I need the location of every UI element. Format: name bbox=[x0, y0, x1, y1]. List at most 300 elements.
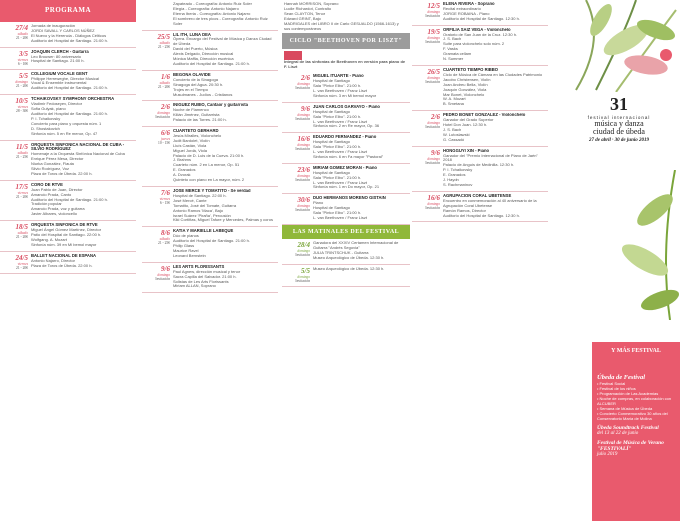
event-day: 27/4 bbox=[15, 24, 28, 32]
event-text bbox=[443, 2, 546, 22]
event-date bbox=[0, 50, 28, 66]
event-price: 21 - 25€ bbox=[158, 241, 170, 246]
event-line: Piano bbox=[313, 200, 324, 206]
ciclo-intro: Integral de las sinfonías de Beethoven en versión para piano de F. Liszt bbox=[282, 49, 410, 72]
event-line: Sala "Pintor Elbo". 21:00 h. bbox=[313, 210, 362, 216]
event-day: 9/6 bbox=[301, 104, 310, 113]
event-line: JORGE ROBAINA - Piano bbox=[443, 10, 490, 16]
event-item bbox=[412, 111, 548, 146]
column-1 bbox=[0, 0, 136, 521]
event-text bbox=[173, 103, 276, 123]
event-line: F. Vasks bbox=[443, 46, 458, 52]
event-date bbox=[142, 189, 170, 223]
event-price: Invitación bbox=[155, 115, 170, 120]
event-day: 5/5 bbox=[19, 71, 28, 80]
event-weekday: viernes bbox=[17, 57, 28, 62]
event-item bbox=[142, 263, 278, 294]
event-day: 25/5 bbox=[157, 32, 170, 41]
event-line: Sinfonía núm. 1 en Do mayor, Op. 21 bbox=[313, 184, 380, 190]
event-weekday: viernes bbox=[17, 105, 28, 110]
event-date bbox=[282, 74, 310, 99]
event-title: JUAN CARLOS GARVAYO - Piano bbox=[313, 104, 380, 109]
event-line: Encuentro en conmemoración al 40 aniversario de la Agrupación Coral Ubetense bbox=[443, 197, 537, 208]
event-line: Oratorio de San Juan de la Cruz. 12:30 h. bbox=[443, 31, 518, 37]
event-line: Sinfonía núm. 6 en Fa mayor "Pastoral" bbox=[313, 153, 384, 159]
event-price: 6 - 10€ bbox=[17, 61, 28, 66]
event-title: JOAQUÍN CLERCH - Guitarra bbox=[31, 49, 89, 54]
festival-list-item: • Festival de los niños bbox=[597, 386, 636, 391]
event-date bbox=[412, 149, 440, 188]
event-date bbox=[412, 28, 440, 62]
event-date bbox=[412, 113, 440, 142]
event-day: 30/6 bbox=[297, 196, 310, 205]
event-line: El sombrero de tres picos - Coreografía: Antonio Ruiz Soler bbox=[173, 15, 268, 26]
event-date bbox=[142, 265, 170, 290]
ubeda-festival-list bbox=[597, 381, 675, 421]
event-item bbox=[0, 48, 136, 70]
event-price: Invitación bbox=[425, 79, 440, 84]
festival-list-item: • Noche de compras, en colaboración con ALCUBER bbox=[597, 396, 672, 406]
event-title: ORQUESTA SINFÓNICA DE RTVE bbox=[31, 223, 98, 228]
event-date bbox=[142, 103, 170, 123]
event-line: Noche de Flamenco bbox=[173, 107, 209, 113]
event-text bbox=[313, 105, 408, 130]
event-title: LIL ITH, LUNA DEA bbox=[173, 32, 211, 37]
event-line: Sinfonía núm. 39 en Mi bemol mayor bbox=[31, 241, 97, 247]
event-title: CORO DE RTVE bbox=[31, 182, 63, 187]
event-price: Invitación bbox=[295, 86, 310, 91]
event-item bbox=[412, 26, 548, 66]
event-day: 2/6 bbox=[431, 113, 440, 122]
soundtrack-heading: Úbeda Soundtrack Festival bbox=[597, 425, 659, 431]
event-weekday: domingo bbox=[427, 156, 440, 161]
event-line: Kilián Jiménez, Guitarrista bbox=[173, 112, 220, 118]
event-text bbox=[173, 129, 276, 183]
event-day: 19/5 bbox=[427, 27, 440, 36]
event-line: Hospital de Santiago. 21:00 h. bbox=[31, 58, 85, 64]
event-date bbox=[142, 73, 170, 98]
soundtrack-dates: del 13 al 22 de junio bbox=[597, 431, 639, 436]
event-list-3 bbox=[282, 72, 410, 225]
event-weekday: viernes bbox=[17, 190, 28, 195]
event-day: 11/5 bbox=[15, 142, 28, 151]
event-line: Solistas de Les Arts Florissants bbox=[173, 278, 229, 284]
event-title: DÚO HERMANOS MORENO GISTAÍN bbox=[313, 196, 386, 201]
event-line: J. Brahms bbox=[173, 157, 192, 163]
event-price: 21 - 20€ bbox=[158, 84, 170, 89]
event-line: B. Smetana bbox=[443, 101, 464, 107]
event-text bbox=[313, 267, 408, 283]
event-line: Vladimir Fedoseyev, Director bbox=[31, 101, 83, 107]
event-day: 26/5 bbox=[427, 67, 440, 76]
event-item bbox=[142, 227, 278, 262]
event-item bbox=[282, 239, 410, 265]
event-text bbox=[443, 149, 546, 188]
event-line: N. Summer bbox=[443, 56, 464, 62]
ciclo-banner: CICLO "BEETHOVEN POR LISZT" bbox=[282, 33, 410, 49]
event-date bbox=[0, 143, 28, 177]
event-line: Vocal & Ensemble instrumental bbox=[31, 80, 87, 86]
madrigal-line: Lucile Richardot, Contralto bbox=[284, 5, 332, 11]
event-list-4 bbox=[412, 0, 548, 222]
event-title: JOSÉ MERCÉ Y TOMATITO - Se verdad bbox=[173, 189, 251, 193]
event-line: Philippe Herreweghe, Director Musical bbox=[31, 75, 100, 81]
event-line: Niurka González, Flauta bbox=[31, 161, 74, 167]
event-line: Auditorio del Hospital de Santiago. 21:00 h. bbox=[173, 238, 250, 244]
event-list-1 bbox=[0, 22, 136, 274]
event-weekday: domingo bbox=[297, 143, 310, 148]
event-line: Leonard Bernstein bbox=[173, 252, 206, 258]
event-line: P. I. Tchaikovsky bbox=[443, 167, 473, 173]
event-item bbox=[142, 101, 278, 127]
festival-dates: 27 de abril · 30 de junio 2019 bbox=[588, 138, 649, 143]
event-line: Ganadora del XXXIV Certamen Internacional de Guitarra "Andrés Segovia" bbox=[313, 240, 399, 250]
event-line: Wolfgang. A. Mozart bbox=[31, 236, 67, 242]
event-text bbox=[31, 24, 134, 44]
event-line: Jornada de inauguración bbox=[31, 24, 76, 28]
event-line: L. van Beethoven / Franz Liszt bbox=[313, 179, 368, 185]
event-line: J. S. Bach bbox=[443, 126, 462, 132]
event-line: Joan Andreu Bella, Violín bbox=[443, 81, 488, 87]
event-line: Javier Albares, violoncello bbox=[31, 211, 78, 217]
mas-festival-title: Y MÁS FESTIVAL bbox=[611, 348, 661, 354]
event-date bbox=[282, 105, 310, 130]
event-price: Invitación bbox=[295, 116, 310, 121]
event-line: José Mercé, Cante bbox=[173, 197, 207, 203]
ubeda-festival-heading: Úbeda de Festival bbox=[597, 374, 646, 381]
event-text bbox=[443, 113, 546, 142]
event-weekday: sábado bbox=[159, 40, 170, 45]
event-item bbox=[282, 103, 410, 134]
mas-festival-box bbox=[592, 342, 680, 521]
event-price: 21 - 25€ bbox=[16, 154, 28, 159]
event-line: Hospital de Santiago bbox=[313, 205, 350, 211]
event-line: Miguel Jordà, Viola bbox=[173, 147, 207, 153]
event-line: Sinagoga del Agua. 20:30 h. bbox=[173, 81, 224, 87]
event-line: Hospital de Santiago. 22:00 h. bbox=[173, 192, 227, 198]
event-line: Trojes en el Tiempo bbox=[173, 86, 208, 92]
madrigal-line: MADRIGALES del LIBRO II de Carlo GESUALDO (1566-1613) y sus contemporáneos bbox=[284, 20, 399, 31]
event-price: 10 - 15€ bbox=[158, 141, 170, 146]
event-price: Invitación bbox=[295, 208, 310, 213]
event-line: Sala "Pintor Elbo". 21:00 h. bbox=[313, 144, 362, 150]
event-line: L. van Beethoven / Franz Liszt bbox=[313, 215, 368, 220]
event-line: Sala "Pintor Elbo". 21:00 h. bbox=[313, 174, 362, 180]
event-title: LES ARTS FLORISSANTS bbox=[173, 264, 225, 269]
event-line: Maurice Ravel bbox=[173, 247, 199, 253]
event-item bbox=[0, 22, 136, 48]
event-line: Concierto de la Sinagoga bbox=[173, 76, 218, 82]
event-weekday: domingo bbox=[297, 248, 310, 253]
event-date bbox=[0, 223, 28, 248]
event-line: David del Puerto, Música bbox=[173, 46, 218, 52]
event-line: E. Granados bbox=[173, 167, 196, 173]
event-line: Hospital de Santiago bbox=[313, 169, 350, 175]
event-day: 5/5 bbox=[301, 266, 310, 275]
event-day: 24/5 bbox=[15, 253, 28, 262]
event-item bbox=[142, 71, 278, 102]
event-line: Ganador del "Premio Internacional de Piano de Jaén" 2018 bbox=[443, 152, 538, 163]
madrigales-block bbox=[282, 0, 410, 33]
event-line: Mar Bonet, Violonchelo bbox=[443, 91, 485, 97]
event-text bbox=[173, 265, 276, 290]
event-date bbox=[142, 129, 170, 183]
event-text bbox=[173, 189, 276, 223]
event-line: Plaza de Toros de Úbeda. 22:00 h. bbox=[31, 170, 93, 176]
event-line: Auditorio del Hospital de Santiago. 21:00 h. bbox=[31, 110, 108, 116]
event-price: 6 - 15€ bbox=[159, 201, 170, 205]
event-item bbox=[412, 147, 548, 192]
event-title: ORQUESTA SINFÓNICA NACIONAL DE CUBA - SILVIO RODRÍGUEZ bbox=[31, 142, 125, 152]
event-line: Auditorio del Hospital de Santiago. 21:00 h. bbox=[31, 85, 108, 91]
festival-name-2: ciudad de úbeda bbox=[593, 127, 645, 136]
event-text bbox=[313, 166, 408, 191]
event-title: KATIA Y MARIELLE LABÈQUE bbox=[173, 229, 234, 234]
event-item bbox=[282, 194, 410, 225]
event-line: Tradición popular bbox=[31, 201, 62, 207]
event-line: Judit Bardolet, Violín bbox=[173, 137, 210, 143]
event-item bbox=[0, 141, 136, 181]
event-text bbox=[31, 72, 134, 92]
matinales-banner: LAS MATINALES DEL FESTIVAL bbox=[282, 225, 410, 239]
event-day: 2/6 bbox=[161, 103, 170, 112]
event-weekday: domingo bbox=[427, 201, 440, 206]
event-line: Miguel Ángel Gómez Martínez, Director bbox=[31, 227, 102, 233]
event-item bbox=[282, 164, 410, 195]
event-title: COLLEGIUM VOCALE GENT bbox=[31, 71, 88, 76]
event-weekday: sábado bbox=[17, 32, 28, 36]
event-line: El Nuevo y la Herencia - Diálogos Célticos bbox=[31, 32, 107, 38]
event-line: Amancio Prada, Canto bbox=[31, 191, 72, 197]
event-title: ELENA RIVERA - Soprano bbox=[443, 2, 495, 6]
event-line: L. van Beethoven / Franz Liszt bbox=[313, 149, 368, 155]
event-price: Invitación bbox=[295, 278, 310, 283]
festival-list-item: • Concierto Conmemorativo 30 años del Conservatorio María de Molina bbox=[597, 411, 668, 421]
event-line: Cuarteto núm. 2 en La menor, Op. 51 bbox=[173, 162, 240, 168]
programa-banner: PROGRAMA bbox=[0, 0, 136, 22]
event-line: P. I. Tchaikovsky bbox=[31, 115, 61, 121]
event-day: 16/6 bbox=[427, 193, 440, 202]
event-price: Invitación bbox=[425, 205, 440, 210]
event-list-3b bbox=[282, 239, 410, 287]
event-day: 23/6 bbox=[297, 165, 310, 174]
event-date bbox=[0, 183, 28, 217]
event-item bbox=[142, 31, 278, 71]
event-line: Israel Suárez 'Piraña', Percusión bbox=[173, 212, 231, 218]
event-line: Miriam ALLAN, Soprano bbox=[173, 283, 216, 289]
event-item bbox=[142, 127, 278, 187]
event-line: J. S. Bach bbox=[443, 36, 462, 42]
event-item bbox=[282, 265, 410, 287]
event-item bbox=[282, 133, 410, 164]
verano-heading: Festival de Música de Verano "FESTIVALÍ" bbox=[597, 440, 664, 452]
event-line: Philip Glass bbox=[173, 243, 195, 249]
event-text bbox=[313, 196, 408, 221]
event-weekday: domingo bbox=[427, 10, 440, 14]
column-3 bbox=[282, 0, 410, 521]
festival-list-item: • Programación de Las Academias bbox=[597, 391, 659, 396]
event-text bbox=[313, 241, 408, 261]
event-item bbox=[412, 192, 548, 223]
event-day: 10/5 bbox=[15, 97, 28, 106]
event-text bbox=[173, 73, 276, 98]
event-date bbox=[282, 196, 310, 221]
event-line: Musulmanes - Judíos - Cristianos bbox=[173, 91, 233, 97]
event-price: 21 - 25€ bbox=[158, 44, 170, 49]
event-line: Eterna Iberia - Coreografía: Antonio Najarro bbox=[173, 10, 251, 16]
event-day: 6/6 bbox=[161, 129, 170, 138]
madrigal-line: Sean CLAYTON, Tenor bbox=[284, 10, 326, 16]
event-date bbox=[412, 2, 440, 22]
event-line: Sinfonía núm. 3 en Mi bemol mayor bbox=[313, 92, 377, 98]
event-date bbox=[142, 2, 170, 27]
event-line: Sofia Gulyak, piano bbox=[31, 106, 66, 112]
event-day: 18/5 bbox=[15, 223, 28, 232]
event-day: 16/6 bbox=[297, 135, 310, 144]
event-title: TCHAIKOVSKY SYMPHONY ORCHESTRA bbox=[31, 97, 115, 102]
festival-list-item: • Semana de Música de Úbeda bbox=[597, 406, 653, 411]
event-date bbox=[142, 229, 170, 258]
event-title: IÑIGUEZ RUBIO, Cantaor y guitarrista bbox=[173, 103, 248, 108]
event-day: 8/6 bbox=[161, 229, 170, 238]
event-line: Enrique Pérez Mesa, Director bbox=[31, 156, 84, 162]
event-text bbox=[31, 223, 134, 248]
event-title: HONGGUYI XIN - Piano bbox=[443, 148, 490, 153]
event-weekday: domingo bbox=[297, 274, 310, 279]
event-line: Tomatito, José del Tomate, Guitarra bbox=[173, 202, 237, 208]
event-line: Auditorio del Hospital de Santiago. 21:00 h. bbox=[31, 37, 108, 43]
event-price: Invitación bbox=[425, 14, 440, 18]
event-line: D. Shostakovich bbox=[31, 125, 60, 131]
event-weekday: sábado bbox=[17, 231, 28, 236]
event-item bbox=[142, 187, 278, 227]
event-weekday: jueves bbox=[161, 137, 170, 142]
event-item bbox=[0, 221, 136, 252]
event-date bbox=[282, 135, 310, 160]
event-text bbox=[31, 254, 134, 270]
event-line: Alexis Delgado, Dirección musical bbox=[173, 51, 234, 57]
event-line: Auditorio del Hospital de Santiago. 12:30 h. bbox=[443, 15, 520, 21]
event-day: 12/5 bbox=[427, 2, 440, 10]
event-price: Invitación bbox=[425, 125, 440, 130]
event-line: Dúo de pianos bbox=[173, 233, 199, 239]
event-line: Zapateado - Coreografía: Antonio Ruiz Soler bbox=[173, 2, 252, 6]
event-line: Hospital de Santiago bbox=[313, 108, 350, 114]
event-text bbox=[31, 183, 134, 217]
event-line: S. Rachmaninov bbox=[443, 182, 473, 187]
event-line: Antonio Ramos 'Maca', Bajo bbox=[173, 207, 223, 213]
event-price: Invitación bbox=[425, 160, 440, 165]
event-line: Sala "Pintor Elbo". 21:00 h. bbox=[313, 113, 362, 119]
event-title: BALLET NACIONAL DE ESPAÑA bbox=[31, 253, 96, 258]
event-line: Kiki Cortiñas, Miguel Tafure y Mercedes, Palmas y coros bbox=[173, 217, 273, 223]
event-line: Leo Brouwer: 80 aniversario bbox=[31, 53, 82, 59]
event-line: Jesús Miralles, Violonchelo bbox=[173, 132, 222, 138]
event-line: Ramón Ramos, Director bbox=[443, 207, 486, 213]
festival-name-1: música y danza bbox=[594, 119, 644, 128]
event-date bbox=[282, 166, 310, 191]
event-line: Joaquín González, Viola bbox=[443, 86, 487, 92]
event-price: 28 - 30€ bbox=[16, 109, 28, 114]
event-weekday: sábado bbox=[17, 150, 28, 155]
event-line: Ciclo de Música de Cámara en las Ciudades Patrimonio bbox=[443, 71, 543, 77]
event-weekday: domingo bbox=[297, 112, 310, 117]
event-price: 21 - 20€ bbox=[16, 36, 28, 40]
event-line: Palacio de las Torres. 21:00 h. bbox=[173, 117, 227, 123]
event-line: Hotel Don Juan. 12:30 h. bbox=[443, 122, 488, 128]
event-weekday: sábado bbox=[159, 80, 170, 85]
event-weekday: domingo bbox=[157, 111, 170, 116]
event-line: Hospital de Santiago bbox=[313, 139, 350, 145]
event-line: Museo Arqueológico de Úbeda. 12:30 h. bbox=[313, 266, 385, 271]
event-line: Ópera. Encargo del Festival de Música y Danza Ciudad de Úbeda bbox=[173, 36, 272, 47]
event-weekday: domingo bbox=[157, 272, 170, 277]
event-weekday: domingo bbox=[427, 75, 440, 80]
event-line: L. van Beethoven / Franz Liszt bbox=[313, 118, 368, 124]
event-text bbox=[173, 33, 276, 67]
event-line: A. Dvorak bbox=[173, 172, 191, 178]
event-price: 21 - 20€ bbox=[16, 194, 28, 199]
event-price: Invitación bbox=[295, 177, 310, 182]
event-line: Sacra Capilla del Salvador. 21:00 h. bbox=[173, 273, 237, 279]
event-price: 21 - 20€ bbox=[16, 235, 28, 240]
event-weekday: domingo bbox=[297, 82, 310, 87]
event-line: Auditorio del Hospital de Santiago. 12:30 h. bbox=[443, 212, 520, 218]
event-date bbox=[0, 254, 28, 270]
event-line: G. Cassadó bbox=[443, 136, 465, 142]
event-line: Antonio Najarro, Director bbox=[31, 257, 76, 263]
event-line: Quinteto con piano en La mayor, núm. 2 bbox=[173, 177, 245, 183]
event-line: Plaza de Toros de Úbeda. 22:00 h. bbox=[31, 262, 93, 268]
festival-number: 31 bbox=[610, 94, 628, 114]
event-date bbox=[412, 194, 440, 219]
event-date bbox=[412, 68, 440, 107]
event-line: Auditorio del Hospital de Santiago. 21:00 h. bbox=[173, 60, 250, 66]
madrigal-line: Hannah MORRISON, Soprano bbox=[284, 1, 339, 6]
event-text bbox=[173, 2, 276, 27]
event-line: Jacobo Christensen, Violín bbox=[443, 76, 491, 82]
event-item bbox=[0, 252, 136, 274]
event-date bbox=[0, 72, 28, 92]
event-text bbox=[443, 194, 546, 219]
event-line: W. Lutoslawski bbox=[443, 131, 470, 137]
event-line: Auditorio del Hospital de Santiago. 21:00 h. bbox=[31, 196, 108, 202]
event-weekday: domingo bbox=[297, 204, 310, 209]
event-text bbox=[443, 28, 546, 62]
event-text bbox=[173, 229, 276, 258]
event-item bbox=[0, 181, 136, 221]
event-line: Sinfonía núm. 5 en Re menor, Op. 47 bbox=[31, 130, 98, 136]
column-2 bbox=[142, 0, 278, 521]
event-line: Paul Agnew, dirección musical y tenor bbox=[173, 268, 241, 274]
madrigal-line: Edward GRINT, Bajo bbox=[284, 15, 321, 21]
event-line: JULIA TRINTSCHUK - Guitarra bbox=[313, 249, 369, 255]
event-title: EDUARDO FERNÁNDEZ - Piano bbox=[313, 135, 377, 140]
event-weekday: domingo bbox=[427, 35, 440, 40]
event-line: Lluís Castán, Viola bbox=[173, 142, 207, 148]
event-text bbox=[313, 135, 408, 160]
event-item bbox=[142, 0, 278, 31]
event-line: W. A. Mozart bbox=[443, 96, 466, 102]
event-line: Sala "Pintor Elbo". 21:00 h. bbox=[313, 83, 362, 89]
event-title: CUARTETO TIEMPO RIBBO bbox=[443, 67, 499, 72]
event-date bbox=[282, 267, 310, 283]
event-weekday: sábado bbox=[159, 237, 170, 242]
event-date bbox=[0, 97, 28, 136]
event-line: Patio del Hospital de Santiago. 22:00 h. bbox=[31, 232, 102, 237]
event-line: Elegía - Coreografía: Antonio Najarro bbox=[173, 5, 239, 11]
event-price: Invitación bbox=[295, 252, 310, 257]
